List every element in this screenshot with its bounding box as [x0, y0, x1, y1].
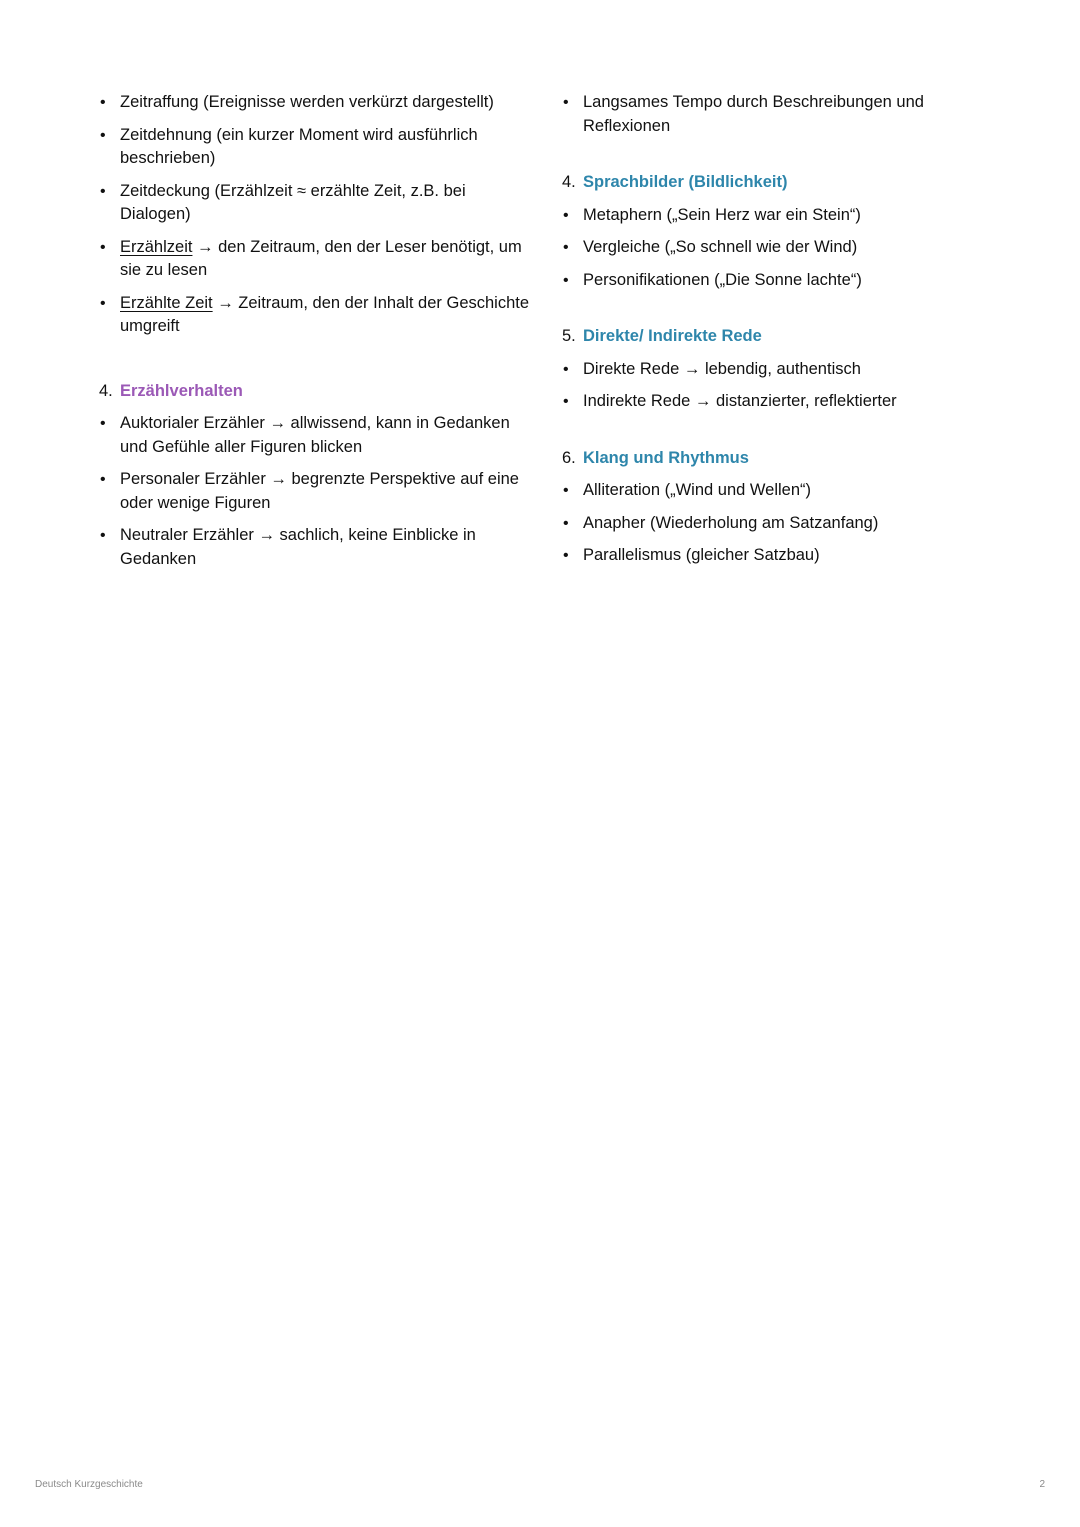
- klang-list: [561, 479, 1001, 568]
- term-erzaehlte-zeit: Erzählte Zeit: [120, 293, 213, 312]
- list-item: • Langsames Tempo durch Beschreibungen und Reflexionen: [561, 91, 1001, 138]
- list-item: • Erzählte Zeit → Zeitraum, den der Inhalt der Geschichte umgreift: [98, 292, 538, 339]
- list-item: • Auktorialer Erzähler → allwissend, kann in Gedanken und Gefühle aller Figuren blicken: [98, 412, 538, 459]
- list-item: • Metaphern („Sein Herz war ein Stein“): [561, 204, 1001, 228]
- list-item: • Vergleiche („So schnell wie der Wind): [561, 236, 1001, 260]
- time-list: [98, 91, 538, 339]
- footer-title: Deutsch Kurzgeschichte: [35, 1479, 143, 1490]
- section-heading-sprachbilder: 4. Sprachbilder (Bildlichkeit): [562, 173, 788, 191]
- list-item: • Indirekte Rede → distanzierter, reflektierter: [561, 390, 1001, 414]
- term-erzaehlzeit: Erzählzeit: [120, 237, 193, 256]
- list-item: • Anapher (Wiederholung am Satzanfang): [561, 512, 1001, 536]
- list-item: • Zeitraffung (Ereignisse werden verkürzt dargestellt): [98, 91, 538, 115]
- list-item: • Erzählzeit → den Zeitraum, den der Leser benötigt, um sie zu lesen: [98, 236, 538, 283]
- list-item: • Direkte Rede → lebendig, authentisch: [561, 358, 1001, 382]
- list-item: • Neutraler Erzähler → sachlich, keine Einblicke in Gedanken: [98, 524, 538, 571]
- section-heading-rede: 5. Direkte/ Indirekte Rede: [562, 327, 762, 345]
- section-heading-erzaehlverhalten: 4. Erzählverhalten: [99, 381, 243, 400]
- rede-list: [561, 358, 1001, 414]
- list-item: • Parallelismus (gleicher Satzbau): [561, 544, 1001, 568]
- list-item: • Personifikationen („Die Sonne lachte“): [561, 269, 1001, 293]
- list-item: • Zeitdeckung (Erzählzeit ≈ erzählte Zeit, z.B. bei Dialogen): [98, 180, 538, 227]
- list-item: • Personaler Erzähler → begrenzte Perspektive auf eine oder wenige Figuren: [98, 468, 538, 515]
- left-column: [98, 91, 538, 580]
- list-item: • Alliteration („Wind und Wellen“): [561, 479, 1001, 503]
- list-item: • Zeitdehnung (ein kurzer Moment wird ausführlich beschrieben): [98, 124, 538, 171]
- right-column: [561, 91, 1001, 577]
- tempo-list: [561, 91, 1001, 138]
- erzaehlverhalten-list: [98, 412, 538, 571]
- sprachbilder-list: [561, 204, 1001, 293]
- page-number: 2: [1039, 1479, 1045, 1490]
- section-heading-klang: 6. Klang und Rhythmus: [562, 448, 749, 467]
